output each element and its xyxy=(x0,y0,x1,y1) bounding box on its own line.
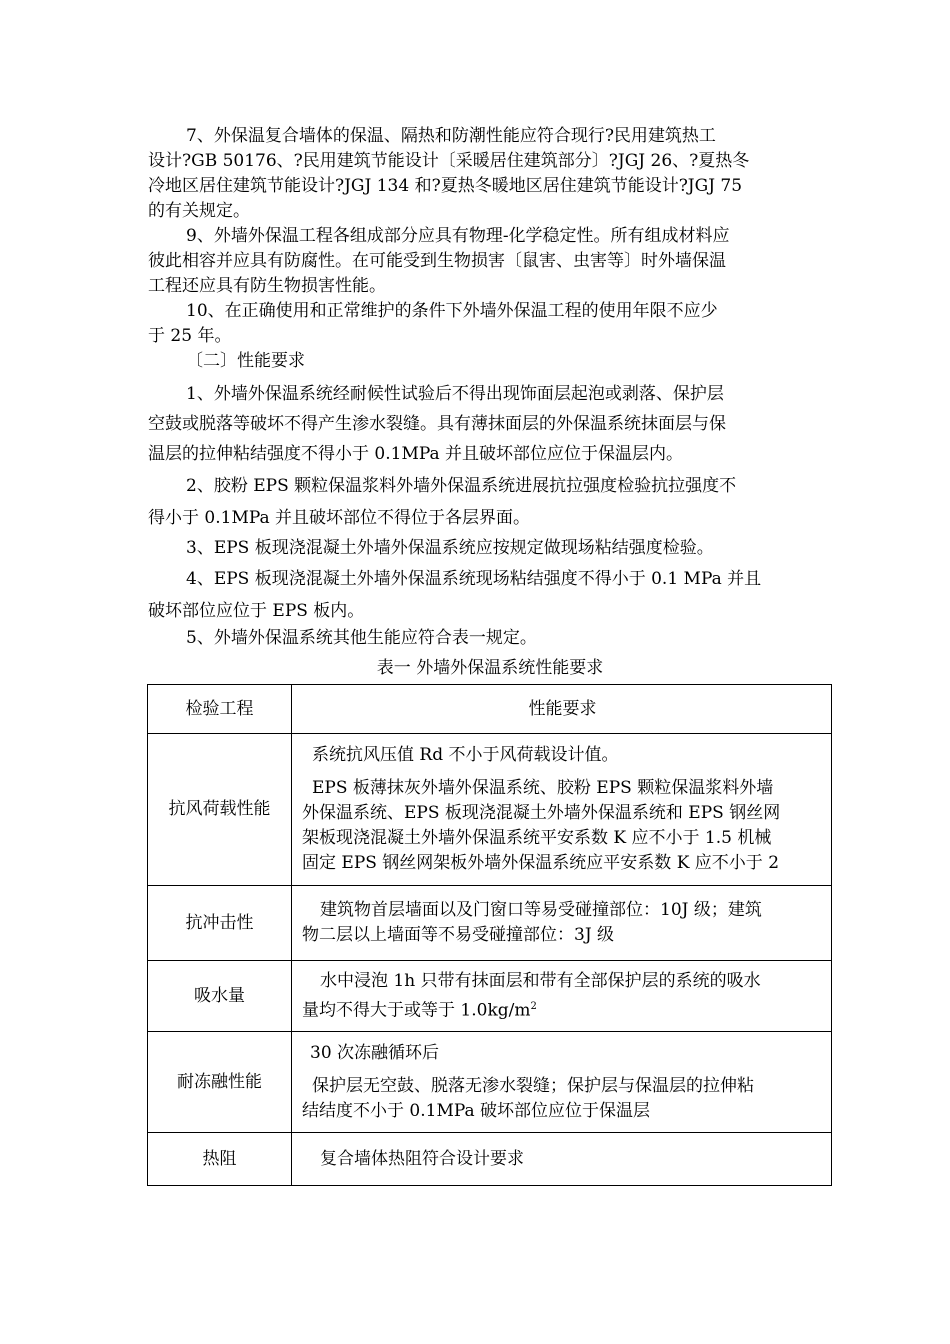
heading-text: 〔二〕性能要求 xyxy=(186,351,305,371)
table-row xyxy=(148,1032,832,1133)
table-row xyxy=(148,961,832,1032)
text-line: 5、外墙外保温系统其他生能应符合表一规定。 xyxy=(186,628,537,648)
cell-requirement xyxy=(292,961,832,1032)
requirement-text xyxy=(302,1074,823,1124)
requirement-5 xyxy=(148,623,808,653)
requirement-text xyxy=(302,776,823,876)
text-line: 10、在正确使用和正常维护的条件下外墙外保温工程的使用年限不应少 xyxy=(186,301,718,321)
section-heading xyxy=(148,349,808,374)
requirement-2 xyxy=(148,470,808,534)
superscript: 2 xyxy=(530,1000,537,1012)
cell-requirement xyxy=(292,886,832,961)
text-line: 冷地区居住建筑节能设计?JGJ 134 和?夏热冬暖地区居住建筑节能设计?JGJ 75 xyxy=(148,176,743,196)
paragraph-9 xyxy=(148,224,808,299)
text-line: 复合墙体热阻符合设计要求 xyxy=(320,1148,524,1169)
header-item: 检验工程 xyxy=(148,685,292,734)
cell-requirement xyxy=(292,1032,832,1133)
paragraph-7 xyxy=(148,124,808,224)
text-line: 破坏部位应位于 EPS 板内。 xyxy=(148,601,365,621)
requirement-1 xyxy=(148,379,808,469)
header-requirement: 性能要求 xyxy=(292,685,832,734)
text-line: 1、外墙外保温系统经耐候性试验后不得出现饰面层起泡或剥落、保护层 xyxy=(186,384,724,404)
table-row xyxy=(148,734,832,886)
text-line: 9、外墙外保温工程各组成部分应具有物理-化学稳定性。所有组成材料应 xyxy=(186,226,730,246)
text-line: 得小于 0.1MPa 并且破坏部位不得位于各层界面。 xyxy=(148,508,531,528)
text-line: 设计?GB 50176、?民用建筑节能设计〔采暖居住建筑部分〕?JGJ 26、?夏热冬 xyxy=(148,151,750,171)
text-line: 固定 EPS 钢丝网架板外墙外保温系统应平安系数 K 应不小于 2 xyxy=(302,853,780,873)
text-line: 保护层无空鼓、脱落无渗水裂缝；保护层与保温层的拉伸粘 xyxy=(312,1075,754,1096)
text-line: 3、EPS 板现浇混凝土外墙外保温系统应按规定做现场粘结强度检验。 xyxy=(186,538,714,558)
requirement-4 xyxy=(148,563,808,627)
paragraph-10 xyxy=(148,299,808,349)
table-header-row xyxy=(148,685,832,734)
cell-item: 抗风荷载性能 xyxy=(148,734,292,886)
text-line: 建筑物首层墙面以及门窗口等易受碰撞部位：10J 级；建筑 xyxy=(320,900,762,920)
text-line xyxy=(302,994,823,1024)
text-line: 于 25 年。 xyxy=(148,326,232,346)
table-caption: 表一 外墙外保温系统性能要求 xyxy=(376,658,604,678)
cell-item: 耐冻融性能 xyxy=(148,1032,292,1133)
requirement-3 xyxy=(148,533,808,563)
text-line: 彼此相容并应具有防腐性。在可能受到生物损害〔鼠害、虫害等〕时外墙保温 xyxy=(148,251,726,271)
text-line: 工程还应具有防生物损害性能。 xyxy=(148,276,386,296)
cell-item: 吸水量 xyxy=(148,961,292,1032)
table-row xyxy=(148,1133,832,1186)
cell-item: 抗冲击性 xyxy=(148,886,292,961)
performance-table xyxy=(147,684,832,1186)
text-line: 7、外保温复合墙体的保温、隔热和防潮性能应符合现行?民用建筑热工 xyxy=(186,126,716,146)
text-line: 的有关规定。 xyxy=(148,201,250,221)
text-line: 结结度不小于 0.1MPa 破坏部位应位于保温层 xyxy=(302,1100,651,1121)
cell-requirement xyxy=(292,734,832,886)
text-line: 物二层以上墙面等不易受碰撞部位：3J 级 xyxy=(302,925,615,945)
cell-requirement xyxy=(292,1133,832,1186)
text-line: EPS 板薄抹灰外墙外保温系统、胶粉 EPS 颗粒保温浆料外墙 xyxy=(312,778,774,798)
text-line: 4、EPS 板现浇混凝土外墙外保温系统现场粘结强度不得小于 0.1 MPa 并且 xyxy=(186,569,762,589)
text-line: 温层的拉伸粘结强度不得小于 0.1MPa 并且破坏部位应位于保温层内。 xyxy=(148,444,684,464)
cell-item: 热阻 xyxy=(148,1133,292,1186)
text-line: 空鼓或脱落等破坏不得产生渗水裂缝。具有薄抹面层的外保温系统抹面层与保 xyxy=(148,414,726,434)
text-fragment: 量均不得大于或等于 1.0kg/m xyxy=(302,1000,531,1021)
text-line: 外保温系统、EPS 板现浇混凝土外墙外保温系统和 EPS 钢丝网 xyxy=(302,803,781,823)
requirement-text: 30 次冻融循环后 xyxy=(310,1042,440,1063)
text-line: 水中浸泡 1h 只带有抹面层和带有全部保护层的系统的吸水 xyxy=(320,970,761,991)
requirement-text: 系统抗风压值 Rd 不小于风荷载设计值。 xyxy=(312,745,619,765)
table-row xyxy=(148,886,832,961)
text-line: 架板现浇混凝土外墙外保温系统平安系数 K 应不小于 1.5 机械 xyxy=(302,828,772,848)
text-line: 2、胶粉 EPS 颗粒保温浆料外墙外保温系统进展抗拉强度检验抗拉强度不 xyxy=(186,476,737,496)
